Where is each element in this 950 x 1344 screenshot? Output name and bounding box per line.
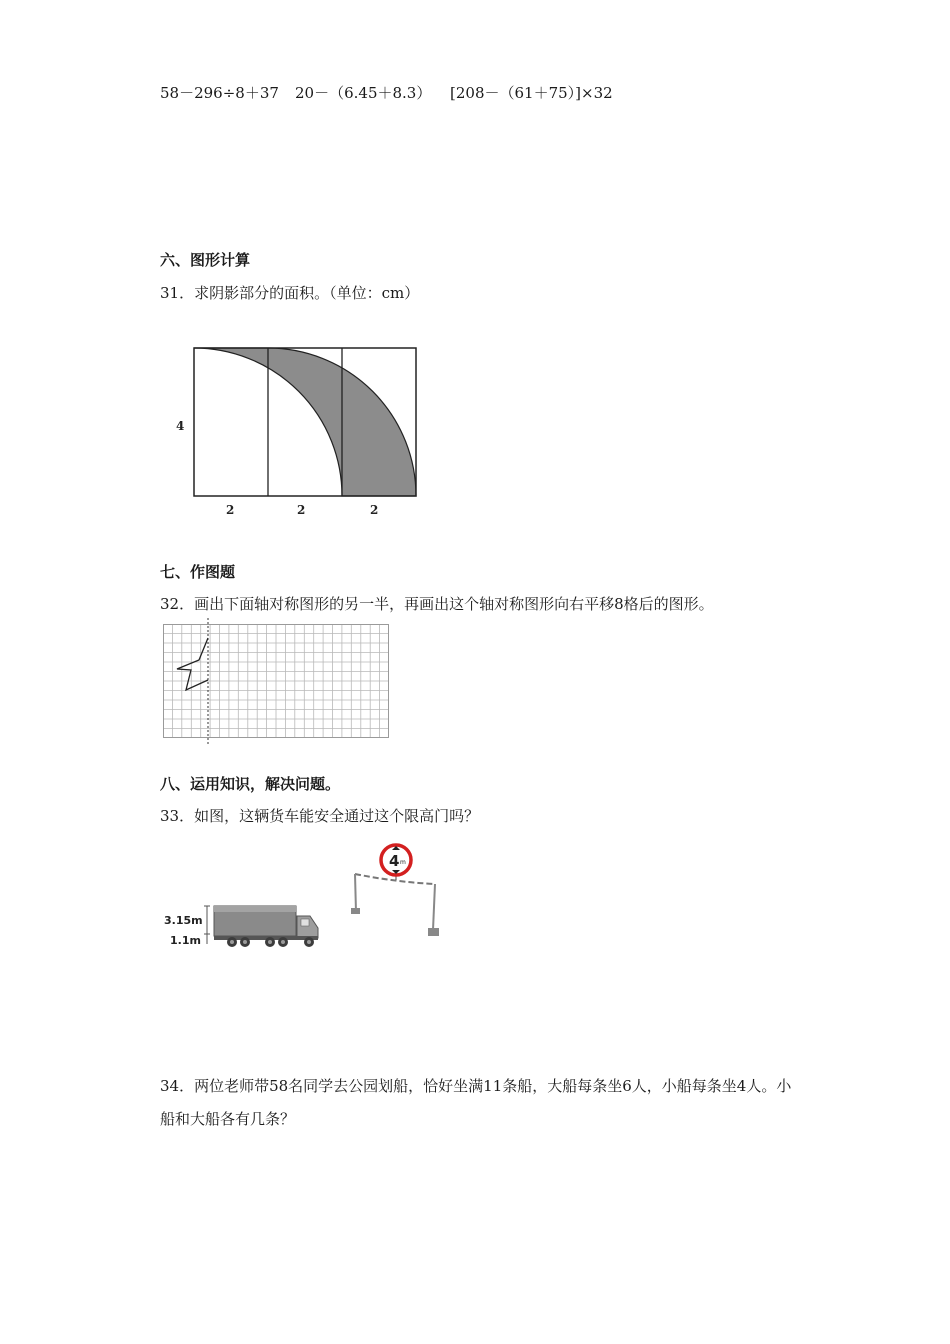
section-8-title: 八、运用知识，解决问题。 — [160, 775, 341, 793]
height-limit-gate-icon — [351, 845, 439, 936]
height-label: 4 — [176, 419, 185, 433]
question-32: 32．画出下面轴对称图形的另一半，再画出这个轴对称图形向右平移8格后的图形。 — [160, 595, 714, 613]
question-33: 33．如图，这辆货车能安全通过这个限高门吗？ — [160, 807, 480, 825]
section-6-title: 六、图形计算 — [160, 251, 251, 269]
expression-1: 58－296÷8＋37 — [160, 84, 279, 102]
width-label-3: 2 — [370, 503, 379, 517]
expression-2: 20－（6.45＋8.3） — [295, 84, 432, 102]
svg-text:4: 4 — [389, 852, 400, 870]
question-34: 34．两位老师带58名同学去公园划船，恰好坐满11条船，大船每条坐6人，小船每条坐4人。小船和大船各有几条？ — [160, 1077, 792, 1128]
svg-text:m: m — [400, 859, 406, 866]
shaded-region — [194, 348, 416, 496]
width-label-1: 2 — [226, 503, 235, 517]
truck-base-label: 1.1m — [170, 934, 201, 947]
truck-icon — [214, 906, 318, 947]
truck-gate-figure — [160, 840, 450, 955]
width-label-2: 2 — [297, 503, 306, 517]
truck-height-label: 3.15m — [164, 914, 203, 927]
shaded-area-figure — [170, 340, 430, 525]
section-7-title: 七、作图题 — [160, 563, 236, 581]
grid-figure — [163, 624, 391, 744]
expression-3: [208－（61＋75）]×32 — [450, 84, 613, 102]
question-31: 31．求阴影部分的面积。（单位：cm） — [160, 284, 420, 302]
